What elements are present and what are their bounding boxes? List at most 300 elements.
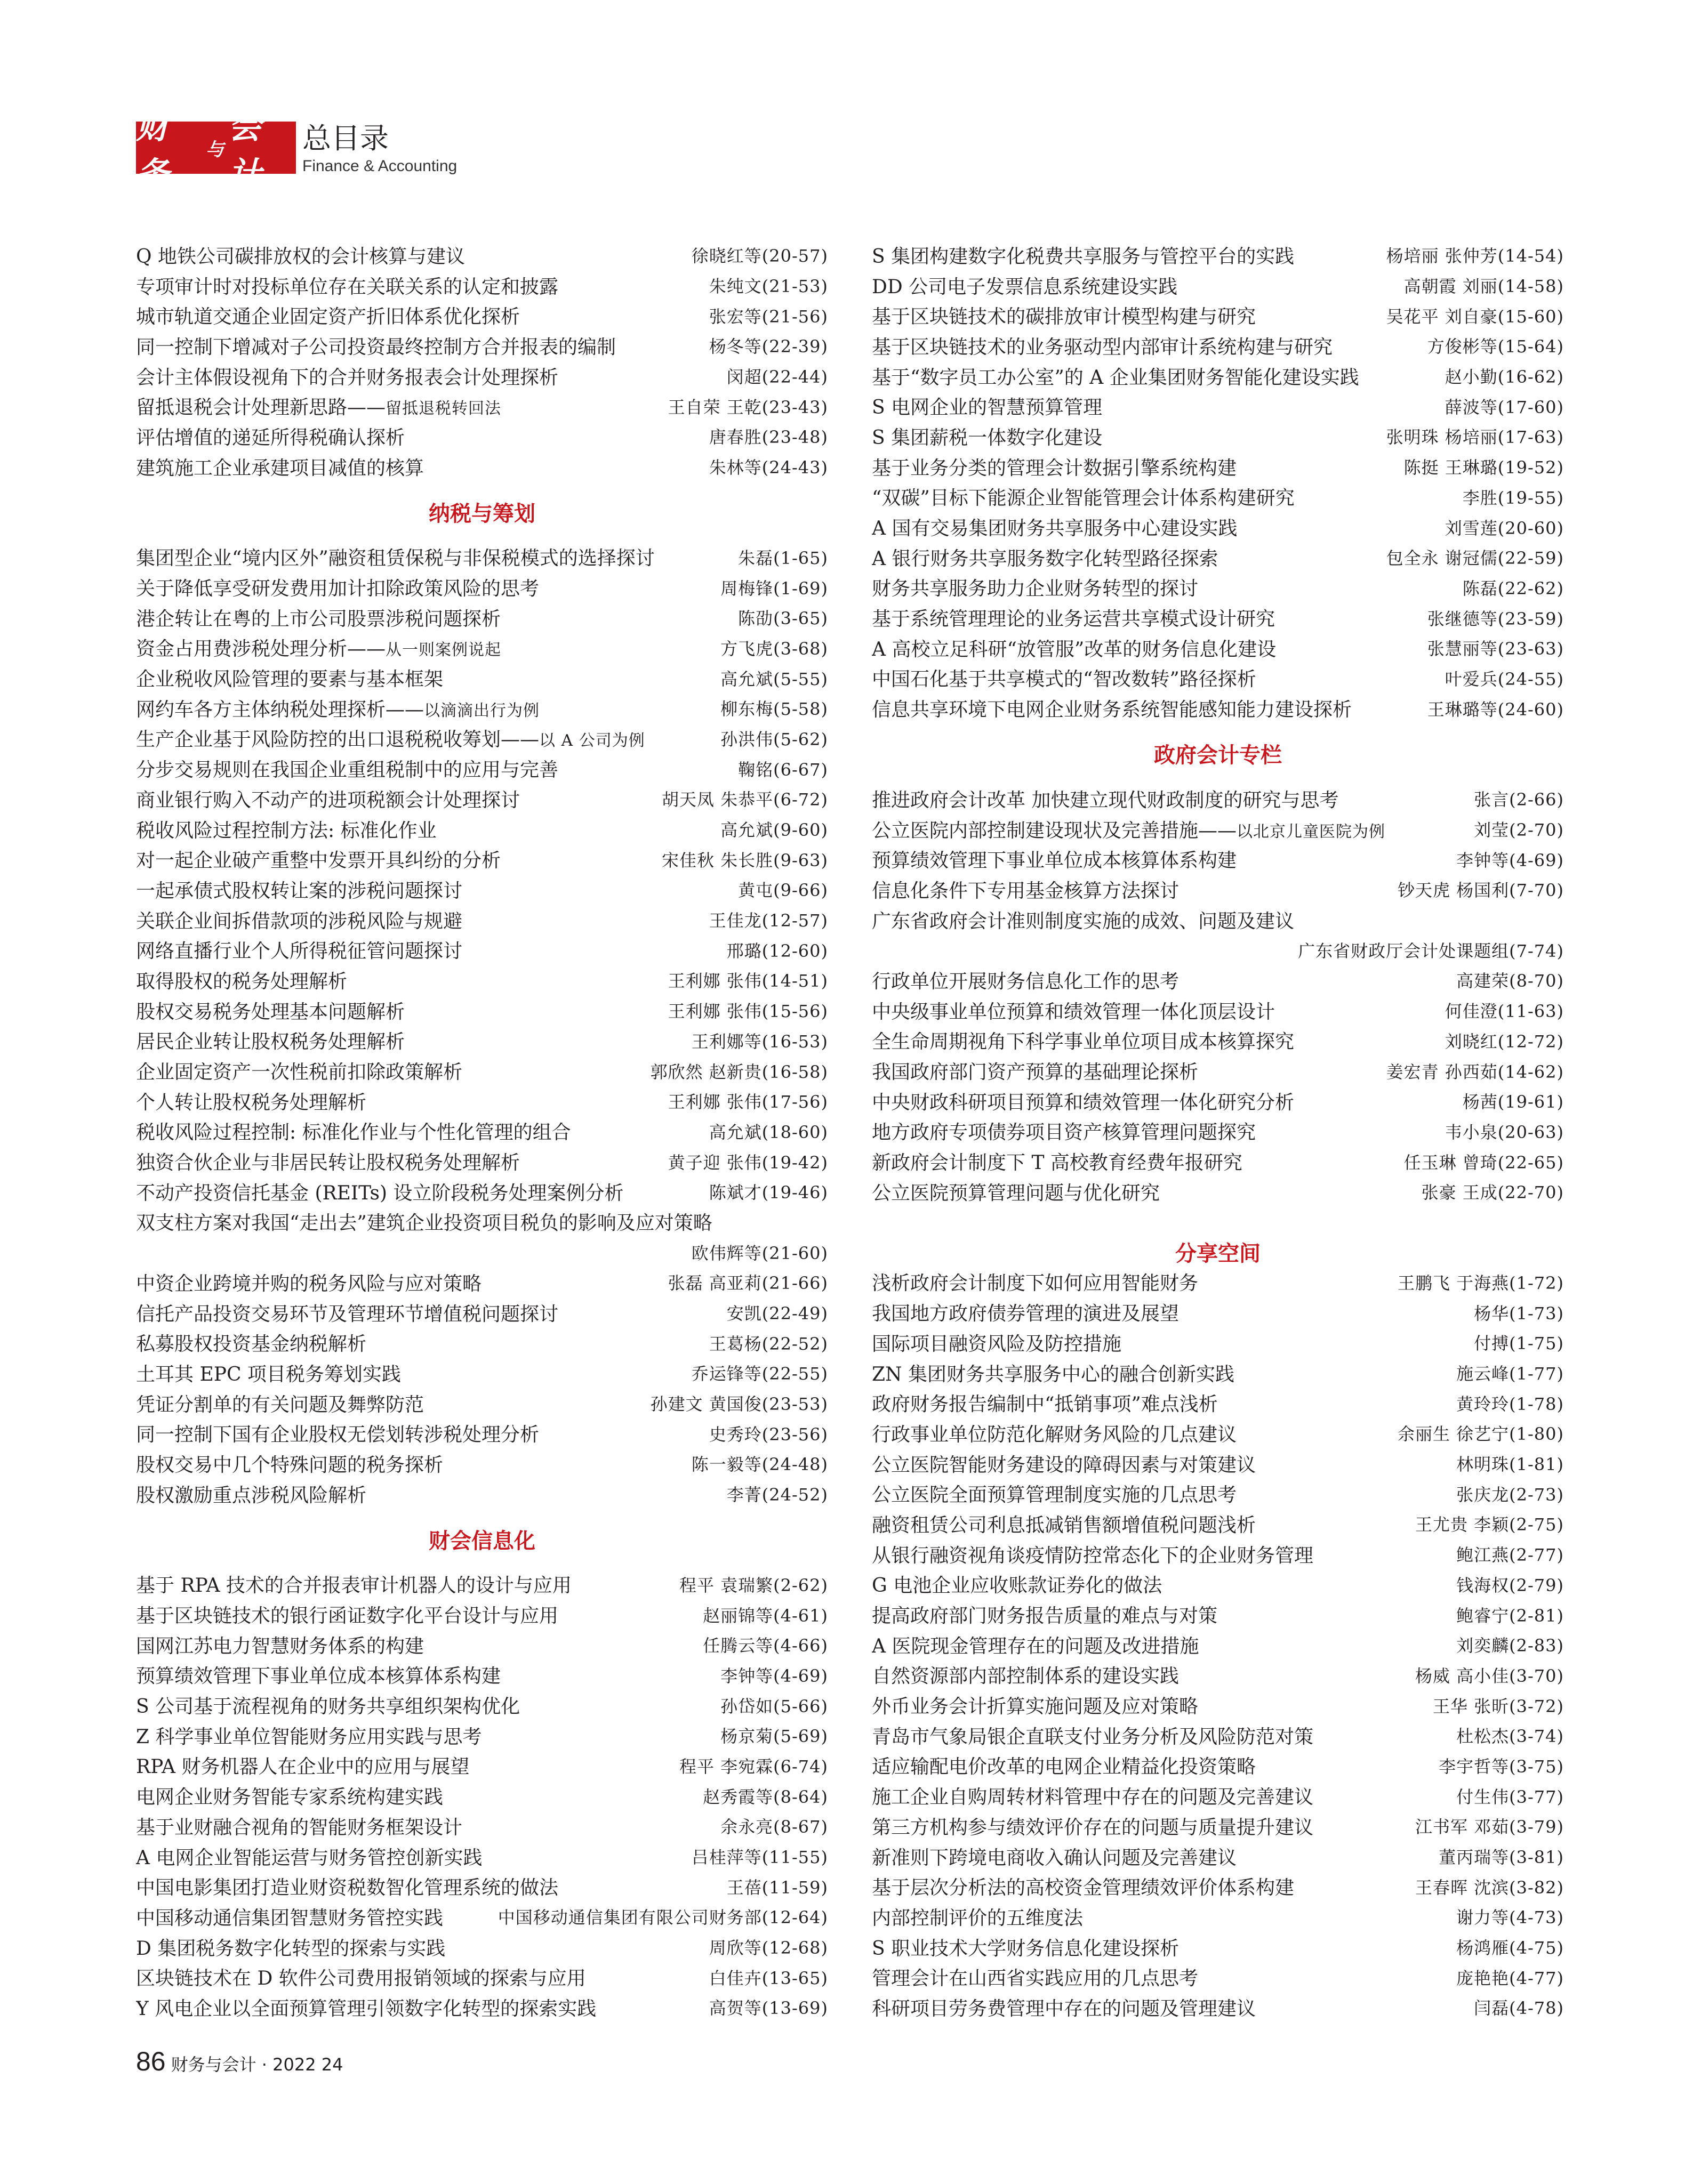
toc-entry-title (872, 1510, 1256, 1537)
toc-entry[interactable] (136, 1086, 828, 1116)
toc-entry-title (872, 1873, 1294, 1900)
toc-entry[interactable] (136, 1146, 828, 1176)
toc-entry-title: 广东省政府会计准则制度实施的成效、问题及建议 (872, 910, 1295, 932)
section-heading-it: 财会信息化 (429, 1528, 535, 1553)
toc-entry[interactable] (872, 1116, 1564, 1147)
toc-entry[interactable] (872, 1327, 1564, 1358)
toc-entry[interactable] (136, 1479, 828, 1509)
toc-entry-title (872, 664, 1256, 691)
toc-entry-title-text: 信息共享环境下电网企业财务系统智能感知能力建设探析 (872, 699, 1352, 721)
toc-entry[interactable] (136, 331, 828, 361)
toc-entry[interactable] (872, 693, 1564, 723)
toc-entry-title-text: 基于业务分类的管理会计数据引擎系统构建 (872, 457, 1237, 479)
toc-entry-title-text: 青岛市气象局银企直联支付业务分析及风险防范对策 (872, 1726, 1314, 1748)
toc-entry-subtitle: 以 A 公司为例 (539, 731, 645, 751)
toc-entry-title-text: 独资合伙企业与非居民转让股权税务处理解析 (136, 1152, 520, 1174)
toc-entry-author-line (872, 934, 1564, 965)
toc-entry[interactable] (136, 1569, 828, 1600)
toc-entry[interactable] (136, 1176, 828, 1207)
toc-entry-title (136, 1450, 443, 1477)
toc-entry-author: 黄子迎 张伟(19-42) (668, 1152, 828, 1173)
toc-entry[interactable] (136, 844, 828, 874)
toc-entry[interactable] (872, 240, 1564, 270)
toc-entry[interactable] (136, 1599, 828, 1630)
section-heading-share: 分享空间 (1175, 1242, 1261, 1267)
toc-entry[interactable] (872, 1539, 1564, 1569)
toc-entry-title-text: 留抵退税会计处理新思路—— (136, 397, 386, 419)
toc-entry[interactable] (136, 542, 828, 573)
toc-entry-title-text: 个人转让股权税务处理解析 (136, 1091, 367, 1114)
logo-text-main: 财务 (136, 107, 172, 194)
toc-entry[interactable] (136, 572, 828, 602)
toc-entry[interactable] (872, 1176, 1564, 1207)
toc-entry-author: 张磊 高亚莉(21-66) (668, 1273, 828, 1294)
toc-entry[interactable] (136, 1660, 828, 1690)
toc-entry[interactable] (136, 1448, 828, 1479)
toc-entry-title-text: 一起承债式股权转让案的涉税问题探讨 (136, 880, 463, 902)
toc-entry-author: 王利娜 张伟(17-56) (668, 1092, 828, 1113)
toc-entry-author: 张豪 王成(22-70) (1421, 1182, 1564, 1203)
toc-entry-title (136, 695, 540, 722)
toc-entry-title (872, 1570, 1162, 1598)
toc-entry-title-text: 中国电影集团打造业财资税数智化管理系统的做法 (136, 1877, 559, 1899)
toc-entry[interactable] (872, 1055, 1564, 1086)
toc-entry[interactable] (872, 331, 1564, 361)
toc-entry-title-text: ZN 集团财务共享服务中心的融合创新实践 (872, 1363, 1234, 1385)
toc-entry-author: 孙洪伟(5-62) (720, 729, 828, 750)
toc-entry-title (136, 1148, 520, 1175)
toc-entry-title (136, 906, 462, 933)
toc-entry[interactable] (872, 602, 1564, 633)
toc-entry-title-text: 专项审计时对投标单位存在关联关系的认定和披露 (136, 276, 559, 298)
toc-entry-author: 高允斌(5-55) (720, 668, 828, 689)
page-title: 总目录 (302, 122, 389, 155)
toc-entry[interactable] (872, 391, 1564, 421)
toc-entry[interactable] (136, 1327, 828, 1358)
toc-entry-author: 杨培丽 张仲芳(14-54) (1386, 246, 1564, 267)
right-column (872, 240, 1564, 2022)
toc-entry-author: 王自荣 王乾(23-43) (668, 397, 828, 417)
toc-entry-title-text: 会计主体假设视角下的合并财务报表会计处理探析 (136, 366, 559, 389)
toc-entry[interactable] (136, 1932, 828, 1962)
toc-entry[interactable] (872, 512, 1564, 542)
toc-entry-title-text: 企业税收风险管理的要素与基本框架 (136, 668, 444, 691)
toc-entry-title (136, 1480, 366, 1508)
toc-entry-author: 张继德等(23-59) (1427, 608, 1564, 629)
toc-entry[interactable] (136, 995, 828, 1026)
toc-entry-author: 安凯(22-49) (726, 1303, 828, 1324)
toc-entry-title-text: A 银行财务共享服务数字化转型路径探索 (872, 547, 1218, 570)
toc-entry-author: 李钟等(4-69) (720, 1665, 828, 1686)
toc-entry-author: 李胜(19-55) (1462, 487, 1564, 508)
toc-entry-author: 王利娜 张伟(14-51) (668, 971, 828, 992)
toc-entry-author: 陈一毅等(24-48) (691, 1454, 828, 1475)
toc-entry-title (872, 1601, 1217, 1628)
toc-entry[interactable] (136, 1720, 828, 1751)
toc-entry-title-text: 股权交易税务处理基本问题解析 (136, 1001, 405, 1023)
toc-entry[interactable] (136, 361, 828, 391)
toc-entry[interactable] (136, 1388, 828, 1419)
toc-entry[interactable] (872, 1569, 1564, 1600)
toc-entry-title (872, 634, 1276, 662)
page-footer (136, 2046, 343, 2077)
toc-entry[interactable] (872, 633, 1564, 663)
toc-entry-title-text: 政府财务报告编制中“抵销事项”难点浅析 (872, 1393, 1218, 1416)
toc-entry[interactable] (872, 482, 1564, 512)
toc-entry-title-text: 集团型企业“境内区外”融资租赁保税与非保税模式的选择探讨 (136, 547, 655, 570)
toc-entry[interactable] (136, 663, 828, 693)
toc-entry[interactable] (872, 1630, 1564, 1660)
toc-entry-author: 广东省财政厅会计处课题组(7-74) (1298, 940, 1564, 961)
toc-entry[interactable] (136, 1901, 828, 1932)
toc-entry[interactable] (872, 1146, 1564, 1176)
toc-entry[interactable] (136, 1690, 828, 1720)
toc-entry[interactable] (136, 934, 828, 965)
toc-entry[interactable] (872, 1478, 1564, 1509)
toc-entry[interactable] (872, 1660, 1564, 1690)
toc-entry-author: 钱海权(2-79) (1456, 1575, 1564, 1595)
toc-entry-title (136, 453, 424, 480)
toc-entry[interactable] (872, 844, 1564, 874)
toc-entry-title (136, 845, 501, 873)
toc-entry[interactable] (872, 784, 1564, 814)
toc-entry-title (136, 302, 520, 329)
toc-entry-wrapped[interactable] (136, 1207, 828, 1237)
toc-entry[interactable] (136, 1630, 828, 1660)
page-header (136, 107, 458, 194)
toc-entry-title-text: 城市轨道交通企业固定资产折旧体系优化探析 (136, 306, 520, 328)
toc-entry[interactable] (872, 300, 1564, 331)
toc-entry-title (136, 1722, 482, 1749)
toc-entry-title-text: 外币业务会计折算实施问题及应对策略 (872, 1696, 1199, 1718)
toc-entry-author: 程平 袁瑞繁(2-62) (679, 1575, 828, 1595)
toc-entry[interactable] (136, 391, 828, 421)
toc-entry[interactable] (872, 1690, 1564, 1720)
toc-entry-author: 任腾云等(4-66) (703, 1635, 828, 1656)
toc-entry[interactable] (872, 663, 1564, 694)
toc-entry[interactable] (872, 1599, 1564, 1630)
toc-entry[interactable] (872, 1388, 1564, 1418)
toc-entry-author: 郭欣然 赵新贵(16-58) (650, 1061, 828, 1082)
toc-entry[interactable] (872, 1901, 1564, 1932)
toc-entry-title-text: A 高校立足科研“放管服”改革的财务信息化建设 (872, 638, 1277, 660)
toc-entry-title (872, 1178, 1160, 1205)
toc-entry-author: 张明珠 杨培丽(17-63) (1386, 427, 1564, 448)
toc-entry-title-text: S 公司基于流程视角的财务共享组织架构优化 (136, 1696, 520, 1718)
toc-entry[interactable] (872, 1509, 1564, 1539)
toc-entry-author: 孙建文 黄国俊(23-53) (650, 1394, 828, 1415)
toc-entry-title-text: 建筑施工企业承建项目减值的核算 (136, 457, 424, 479)
toc-entry-title (136, 332, 616, 359)
toc-entry-title-text: 中国石化基于共享模式的“智改数转”路径探析 (872, 668, 1256, 691)
toc-entry-title (872, 845, 1237, 873)
toc-entry[interactable] (136, 874, 828, 905)
toc-entry[interactable] (872, 270, 1564, 301)
toc-entry-title (872, 1480, 1237, 1507)
logo-text-small: 与 (206, 139, 226, 160)
toc-entry[interactable] (136, 1055, 828, 1086)
toc-entry-title-text: 电网企业财务智能专家系统构建实践 (136, 1786, 444, 1809)
toc-entry-author: 王鹏飞 于海燕(1-72) (1397, 1272, 1564, 1293)
toc-entry[interactable] (136, 300, 828, 331)
toc-entry[interactable] (872, 1418, 1564, 1448)
toc-entry[interactable] (872, 1297, 1564, 1327)
tax-list-continued (136, 1267, 828, 1509)
toc-entry[interactable] (136, 1026, 828, 1056)
toc-entry[interactable] (136, 1297, 828, 1328)
toc-entry[interactable] (872, 573, 1564, 603)
toc-entry[interactable] (136, 1751, 828, 1781)
toc-entry-title (136, 1178, 623, 1205)
toc-entry[interactable] (136, 1992, 828, 2022)
toc-entry-title-text: 凭证分割单的有关问题及舞弊防范 (136, 1393, 424, 1416)
toc-entry[interactable] (136, 240, 828, 270)
toc-entry-title-text: 国网江苏电力智慧财务体系的构建 (136, 1635, 424, 1657)
toc-entry[interactable] (872, 1992, 1564, 2022)
gov-list-continued (872, 965, 1564, 1207)
toc-entry-author: 张言(2-66) (1474, 789, 1564, 810)
toc-entry[interactable] (136, 1962, 828, 1992)
toc-entry[interactable] (872, 452, 1564, 482)
toc-entry-title (872, 453, 1237, 480)
toc-entry-author: 杨冬等(22-39) (709, 336, 828, 357)
it-list (136, 1569, 828, 2022)
toc-entry[interactable] (136, 1780, 828, 1811)
toc-entry-wrapped[interactable] (872, 905, 1564, 935)
toc-entry-author: 李菁(24-52) (726, 1485, 828, 1505)
toc-entry[interactable] (136, 452, 828, 482)
toc-entry-title (872, 1994, 1256, 2021)
toc-entry-author: 王佳龙(12-57) (709, 910, 828, 931)
toc-entry-title-text: DD 公司电子发票信息系统建设实践 (872, 276, 1178, 298)
toc-entry-author: 杨威 高小佳(3-70) (1415, 1665, 1564, 1686)
toc-entry-title-text: 居民企业转让股权税务处理解析 (136, 1031, 405, 1053)
toc-entry-title-text: 预算绩效管理下事业单位成本核算体系构建 (136, 1665, 501, 1688)
toc-entry-title-text: 行政事业单位防范化解财务风险的几点建议 (872, 1423, 1237, 1446)
gov-list (872, 784, 1564, 905)
toc-entry-title (872, 241, 1294, 269)
toc-entry-title-text: 中央财政科研项目预算和绩效管理一体化研究分析 (872, 1091, 1295, 1114)
toc-entry-title (872, 997, 1275, 1024)
toc-entry[interactable] (136, 1358, 828, 1388)
toc-entry-title-text: 中央级事业单位预算和绩效管理一体化顶层设计 (872, 1001, 1275, 1023)
toc-entry[interactable] (872, 1962, 1564, 1992)
toc-entry[interactable] (136, 1418, 828, 1448)
toc-entry-title (136, 423, 405, 450)
section-heading-gov: 政府会计专栏 (1154, 743, 1282, 768)
tax-list (136, 542, 828, 1207)
toc-entry-author: 胡天凤 朱恭平(6-72) (661, 789, 828, 810)
toc-entry-author: 陈斌才(19-46) (709, 1182, 828, 1203)
toc-entry-author: 任玉琳 曾琦(22-65) (1403, 1152, 1564, 1173)
toc-entry-author: 庞艳艳(4-77) (1456, 1968, 1564, 1988)
toc-entry-title (136, 1752, 469, 1779)
toc-entry-author: 史秀玲(23-56) (709, 1424, 828, 1445)
toc-entry-title (872, 332, 1333, 359)
toc-entry[interactable] (136, 1267, 828, 1297)
toc-entry-title-text: 内部控制评价的五维度法 (872, 1907, 1084, 1929)
toc-entry-author: 闫磊(4-78) (1474, 1998, 1564, 2019)
toc-entry-title-text: S 集团薪税一体数字化建设 (872, 426, 1103, 449)
page-number: 86 (136, 2046, 166, 2076)
toc-entry[interactable] (872, 1780, 1564, 1811)
toc-entry[interactable] (136, 965, 828, 995)
toc-entry-title (872, 1268, 1198, 1295)
toc-entry[interactable] (136, 814, 828, 844)
toc-entry-author: 高建荣(8-70) (1456, 971, 1564, 992)
toc-entry-author: 王华 张昕(3-72) (1432, 1696, 1564, 1716)
toc-entry-title-text: 基于区块链技术的银行函证数字化平台设计与应用 (136, 1605, 559, 1627)
toc-entry[interactable] (136, 602, 828, 633)
toc-entry-title (872, 1420, 1237, 1447)
toc-entry-author: 刘奕麟(2-83) (1456, 1635, 1564, 1656)
toc-entry-title-text: 第三方机构参与绩效评价存在的问题与质量提升建议 (872, 1816, 1314, 1839)
toc-entry-title (136, 634, 501, 661)
toc-entry-author: 余永亮(8-67) (720, 1817, 828, 1838)
toc-entry-author: 姜宏青 孙西茹(14-62) (1386, 1061, 1564, 1082)
toc-entry[interactable] (872, 814, 1564, 844)
toc-entry-author: 方飞虎(3-68) (720, 638, 828, 659)
toc-entry[interactable] (136, 784, 828, 814)
toc-entry-title-text: 行政单位开展财务信息化工作的思考 (872, 970, 1180, 993)
toc-entry-title (872, 695, 1352, 722)
toc-entry-author: 白佳卉(13-65) (709, 1968, 828, 1988)
toc-entry[interactable] (872, 1358, 1564, 1388)
toc-entry-author: 钞天虎 杨国利(7-70) (1397, 880, 1564, 901)
toc-entry[interactable] (872, 1932, 1564, 1962)
toc-entry-title-text: 对一起企业破产重整中发票开具纠纷的分析 (136, 850, 501, 872)
toc-entry[interactable] (136, 1116, 828, 1147)
toc-entry[interactable] (136, 693, 828, 723)
toc-entry-title (872, 1450, 1256, 1477)
toc-entry-title (872, 574, 1198, 601)
toc-entry-title (872, 1933, 1179, 1961)
toc-entry-title (136, 1329, 366, 1356)
toc-entry-title (872, 785, 1338, 812)
toc-entry-author: 李宇哲等(3-75) (1439, 1756, 1564, 1777)
toc-entry-author: 林明珠(1-81) (1456, 1454, 1564, 1475)
toc-entry-author: 黄屯(9-66) (738, 880, 828, 901)
toc-entry-author: 董丙瑞等(3-81) (1439, 1847, 1564, 1868)
toc-entry[interactable] (136, 905, 828, 935)
toc-entry-author: 王蓓(11-59) (726, 1877, 828, 1898)
toc-entry-title (136, 816, 437, 843)
toc-entry-title-text: 基于 RPA 技术的合并报表审计机器人的设计与应用 (136, 1575, 572, 1597)
toc-entry-title (136, 241, 465, 269)
toc-entry-author: 赵小勤(16-62) (1445, 367, 1564, 388)
toc-entry-title (872, 1722, 1313, 1749)
toc-entry-author: 包全永 谢冠儒(22-59) (1386, 548, 1564, 569)
toc-entry[interactable] (872, 1751, 1564, 1781)
toc-entry-title (872, 1359, 1234, 1387)
toc-entry[interactable] (872, 1871, 1564, 1901)
toc-entry-title-text: A 国有交易集团财务共享服务中心建设实践 (872, 518, 1238, 540)
toc-entry[interactable] (872, 1086, 1564, 1116)
toc-entry-author: 邢璐(12-60) (726, 940, 828, 961)
toc-entry-author: 杜松杰(3-74) (1456, 1726, 1564, 1747)
toc-entry-title (136, 1087, 366, 1115)
toc-entry-title (136, 1994, 596, 2021)
toc-entry[interactable] (136, 1841, 828, 1872)
toc-entry[interactable] (872, 1026, 1564, 1056)
toc-entry-title-text: 股权交易中几个特殊问题的税务探析 (136, 1454, 444, 1476)
toc-entry-title (872, 1963, 1198, 1990)
toc-entry-title (872, 362, 1359, 390)
toc-entry-title (872, 1631, 1199, 1658)
toc-entry[interactable] (136, 1871, 828, 1901)
toc-entry[interactable] (136, 1811, 828, 1841)
journal-logo (136, 107, 296, 194)
toc-entry-title-text: 从银行融资视角谈疫情防控常态化下的企业财务管理 (872, 1544, 1314, 1567)
toc-entry-title (872, 876, 1179, 903)
toc-entry-author: 鞠铭(6-67) (738, 759, 828, 780)
toc-entry-author: 鲍江燕(2-77) (1456, 1545, 1564, 1566)
toc-entry[interactable] (872, 1448, 1564, 1479)
toc-entry-author: 王葛杨(22-52) (709, 1333, 828, 1354)
toc-entry[interactable] (872, 1841, 1564, 1872)
toc-entry[interactable] (872, 421, 1564, 452)
toc-entry[interactable] (136, 270, 828, 301)
toc-entry[interactable] (872, 1267, 1564, 1297)
toc-entry[interactable] (136, 633, 828, 663)
toc-entry[interactable] (136, 421, 828, 452)
toc-entry-author: 施云峰(1-77) (1456, 1364, 1564, 1384)
toc-entry-title (136, 936, 462, 963)
toc-entry[interactable] (136, 723, 828, 754)
toc-entry-title (136, 1933, 445, 1961)
toc-entry-title (136, 1299, 558, 1326)
toc-entry-author: 刘晓红(12-72) (1445, 1031, 1564, 1052)
toc-entry-title (872, 302, 1256, 329)
toc-entry-title (872, 1117, 1256, 1145)
toc-entry[interactable] (136, 753, 828, 784)
toc-entry-title (872, 1691, 1198, 1719)
toc-entry[interactable] (872, 542, 1564, 573)
toc-entry[interactable] (872, 361, 1564, 391)
toc-entry-title-text: 商业银行购入不动产的进项税额会计处理探讨 (136, 789, 520, 811)
toc-entry[interactable] (872, 995, 1564, 1026)
toc-entry-title (136, 1963, 586, 1990)
toc-entry-subtitle: 留抵退税转回法 (386, 399, 502, 418)
section-spacer (872, 1207, 1564, 1237)
toc-entry-title (872, 544, 1218, 571)
toc-entry-title (136, 604, 501, 631)
toc-entry-author: 王尤贵 李颖(2-75) (1415, 1514, 1564, 1535)
toc-entry[interactable] (872, 874, 1564, 905)
toc-entry-author: 陈劭(3-65) (738, 608, 828, 629)
toc-entry-title (136, 272, 558, 299)
toc-entry-title-text: 预算绩效管理下事业单位成本核算体系构建 (872, 850, 1237, 872)
toc-entry-title-text: 港企转让在粤的上市公司股票涉税问题探析 (136, 608, 501, 630)
toc-entry-title (136, 362, 558, 390)
toc-entry-author: 何佳澄(11-63) (1445, 1001, 1564, 1022)
toc-entry-title-text: 税收风险过程控制方法: 标准化作业 (136, 819, 437, 842)
toc-entry-author: 高允斌(18-60) (709, 1122, 828, 1142)
toc-entry[interactable] (872, 1811, 1564, 1841)
toc-entry[interactable] (872, 965, 1564, 995)
toc-entry-title-text: Q 地铁公司碳排放权的会计核算与建议 (136, 245, 465, 268)
left-column (136, 240, 828, 2022)
toc-entry-author: 方俊彬等(15-64) (1427, 336, 1564, 357)
toc-entry-title: 双支柱方案对我国“走出去”建筑企业投资项目税负的影响及应对策略 (136, 1212, 712, 1235)
toc-entry-title-text: RPA 财务机器人在企业中的应用与展望 (136, 1756, 470, 1778)
share-list (872, 1267, 1564, 2022)
accounting-list (136, 240, 828, 482)
toc-entry-author: 欧伟辉等(21-60) (691, 1243, 828, 1263)
toc-entry-title-text: 融资租赁公司利息抵减销售额增值税问题浅析 (872, 1514, 1256, 1536)
toc-entry[interactable] (872, 1720, 1564, 1751)
toc-entry-author: 乔运锋等(22-55) (691, 1364, 828, 1384)
